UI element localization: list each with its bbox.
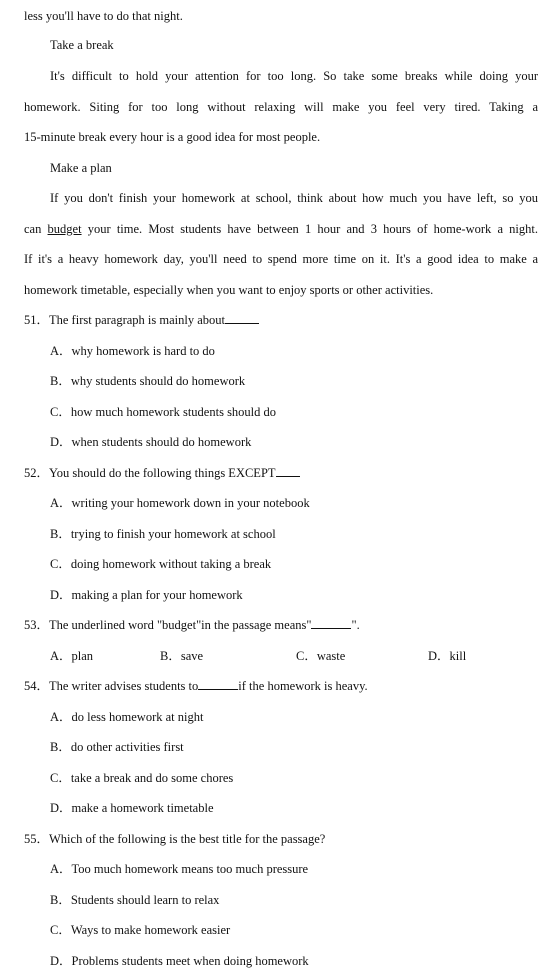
question-54-option-d: D．make a homework timetable bbox=[50, 801, 214, 815]
question-52-option-a: A．writing your homework down in your notebook bbox=[50, 496, 310, 510]
passage-line-0: less you'll have to do that night. bbox=[24, 9, 183, 23]
answer-blank bbox=[311, 617, 351, 629]
plan-line-2-end: your time. Most students have between 1 hour and 3 hours of home-work a night. bbox=[81, 222, 538, 236]
question-54-option-b: B．do other activities first bbox=[50, 740, 184, 754]
plan-line-2-start: can bbox=[24, 222, 48, 236]
question-52-option-c: C．doing homework without taking a break bbox=[50, 557, 272, 571]
passage-break-line-3: 15-minute break every hour is a good idea for most people. bbox=[24, 130, 321, 144]
question-52-stem bbox=[24, 465, 300, 481]
question-54-text-end: if the homework is heavy. bbox=[238, 679, 368, 693]
heading-make-a-plan: Make a plan bbox=[50, 161, 112, 175]
question-55-option-a: A．Too much homework means too much pressure bbox=[50, 862, 309, 876]
question-54-stem bbox=[24, 678, 368, 694]
passage-plan-line-2 bbox=[24, 221, 538, 237]
answer-blank bbox=[198, 678, 238, 690]
passage-plan-line-4: homework timetable, especially when you want to enjoy sports or other activities. bbox=[24, 283, 434, 297]
answer-blank bbox=[225, 312, 259, 324]
question-52-option-b: B．trying to finish your homework at school bbox=[50, 527, 276, 541]
question-51-stem bbox=[24, 312, 259, 328]
passage-break-line-1: It's difficult to hold your attention for too long. So take some breaks while doing your bbox=[50, 69, 538, 83]
question-53-option-d: D．kill bbox=[428, 649, 467, 663]
underlined-word-budget: budget bbox=[47, 222, 82, 236]
question-55-option-b: B．Students should learn to relax bbox=[50, 893, 220, 907]
passage-break-line-2: homework. Siting for too long without relaxing will make you feel very tired. Taking a bbox=[24, 100, 538, 114]
question-52-option-d: D．making a plan for your homework bbox=[50, 588, 243, 602]
passage-plan-line-1: If you don't finish your homework at school, think about how much you have left, so you bbox=[50, 191, 538, 205]
question-55-option-d: D．Problems students meet when doing homework bbox=[50, 954, 309, 968]
question-55-option-c: C．Ways to make homework easier bbox=[50, 923, 231, 937]
question-53-option-a: A．plan bbox=[50, 649, 94, 663]
question-54-option-a: A．do less homework at night bbox=[50, 710, 204, 724]
question-53-text: 53．The underlined word "budget"in the passage means" bbox=[24, 618, 312, 632]
question-53-option-c: C．waste bbox=[296, 649, 346, 663]
question-51-text: 51．The first paragraph is mainly about bbox=[24, 313, 225, 327]
answer-blank bbox=[276, 465, 300, 477]
question-55-stem: 55．Which of the following is the best title for the passage? bbox=[24, 832, 326, 846]
question-51-option-b: B．why students should do homework bbox=[50, 374, 246, 388]
question-51-option-a: A．why homework is hard to do bbox=[50, 344, 215, 358]
question-54-option-c: C．take a break and do some chores bbox=[50, 771, 234, 785]
question-53-text-end: ". bbox=[351, 618, 360, 632]
question-53-stem bbox=[24, 617, 360, 633]
question-51-option-d: D．when students should do homework bbox=[50, 435, 252, 449]
question-52-text: 52．You should do the following things EXCEPT bbox=[24, 466, 276, 480]
question-53-option-b: B．save bbox=[160, 649, 204, 663]
heading-take-a-break: Take a break bbox=[50, 38, 114, 52]
question-51-option-c: C．how much homework students should do bbox=[50, 405, 277, 419]
passage-plan-line-3: If it's a heavy homework day, you'll need to spend more time on it. It's a good idea to make a bbox=[24, 252, 538, 266]
question-54-text: 54．The writer advises students to bbox=[24, 679, 199, 693]
